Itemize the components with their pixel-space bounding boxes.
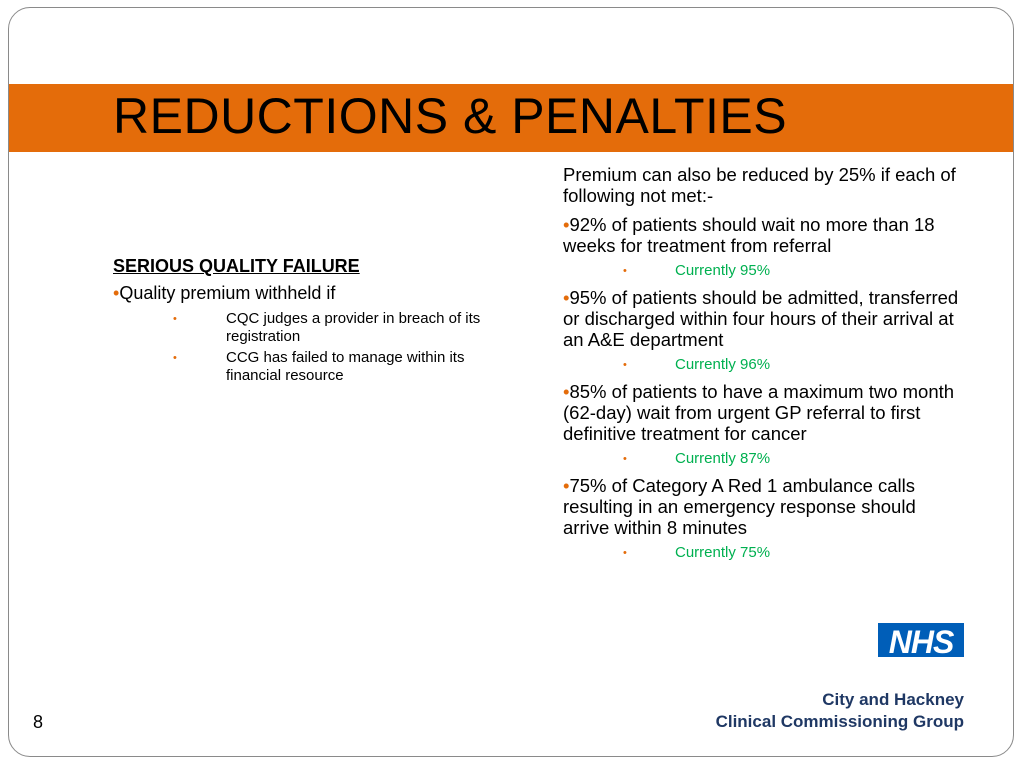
slide-number: 8 xyxy=(33,712,44,732)
current-status-text: Currently 95% xyxy=(675,262,771,279)
current-status-text: Currently 75% xyxy=(675,544,771,561)
right-intro: Premium can also be reduced by 25% if each of following not met:- xyxy=(563,164,956,206)
sub-bullet-dot: • xyxy=(173,313,177,325)
left-bullet-text: Quality premium withheld if xyxy=(119,283,336,303)
target-item xyxy=(563,287,963,350)
nhs-logo: NHS xyxy=(878,623,964,657)
bullet-dot: • xyxy=(563,287,570,308)
target-item-text: 92% of patients should wait no more than 18 weeks for treatment from referral xyxy=(563,214,935,256)
current-status xyxy=(563,544,963,562)
target-item xyxy=(563,214,963,256)
bullet-dot: • xyxy=(113,283,120,303)
current-status-text: Currently 96% xyxy=(675,356,771,373)
sub-bullet-dot: • xyxy=(623,359,627,371)
target-item-text: 85% of patients to have a maximum two month (62-day) wait from urgent GP referral to first definitive treatment for cancer xyxy=(563,381,955,444)
current-status-text: Currently 87% xyxy=(675,450,771,467)
target-item-text: 75% of Category A Red 1 ambulance calls resulting in an emergency response should arrive within 8 minutes xyxy=(563,475,916,538)
org-name-line1: City and Hackney xyxy=(822,690,964,709)
target-item-text: 95% of patients should be admitted, transferred or discharged within four hours of their arrival at an A&E department xyxy=(563,287,959,350)
left-column xyxy=(113,256,513,388)
sub-bullet-dot: • xyxy=(623,453,627,465)
left-heading: SERIOUS QUALITY FAILURE xyxy=(113,256,360,276)
sub-bullet-dot: • xyxy=(173,352,177,364)
org-name-line2: Clinical Commissioning Group xyxy=(715,712,964,731)
bullet-dot: • xyxy=(563,214,570,235)
left-sub-item xyxy=(113,310,513,346)
slide-title: REDUCTIONS & PENALTIES xyxy=(113,88,788,144)
current-status xyxy=(563,262,963,280)
left-bullet xyxy=(113,283,513,304)
sub-bullet-dot: • xyxy=(623,265,627,277)
left-sub-item xyxy=(113,349,513,385)
bullet-dot: • xyxy=(563,381,570,402)
target-item xyxy=(563,381,963,444)
current-status xyxy=(563,450,963,468)
left-sub-item-text: CQC judges a provider in breach of its registration xyxy=(226,310,481,345)
bullet-dot: • xyxy=(563,475,570,496)
org-name xyxy=(716,689,964,733)
left-sub-item-text: CCG has failed to manage within its financial resource xyxy=(226,349,465,384)
current-status xyxy=(563,356,963,374)
sub-bullet-dot: • xyxy=(623,547,627,559)
target-item xyxy=(563,475,963,538)
right-column xyxy=(563,164,963,569)
